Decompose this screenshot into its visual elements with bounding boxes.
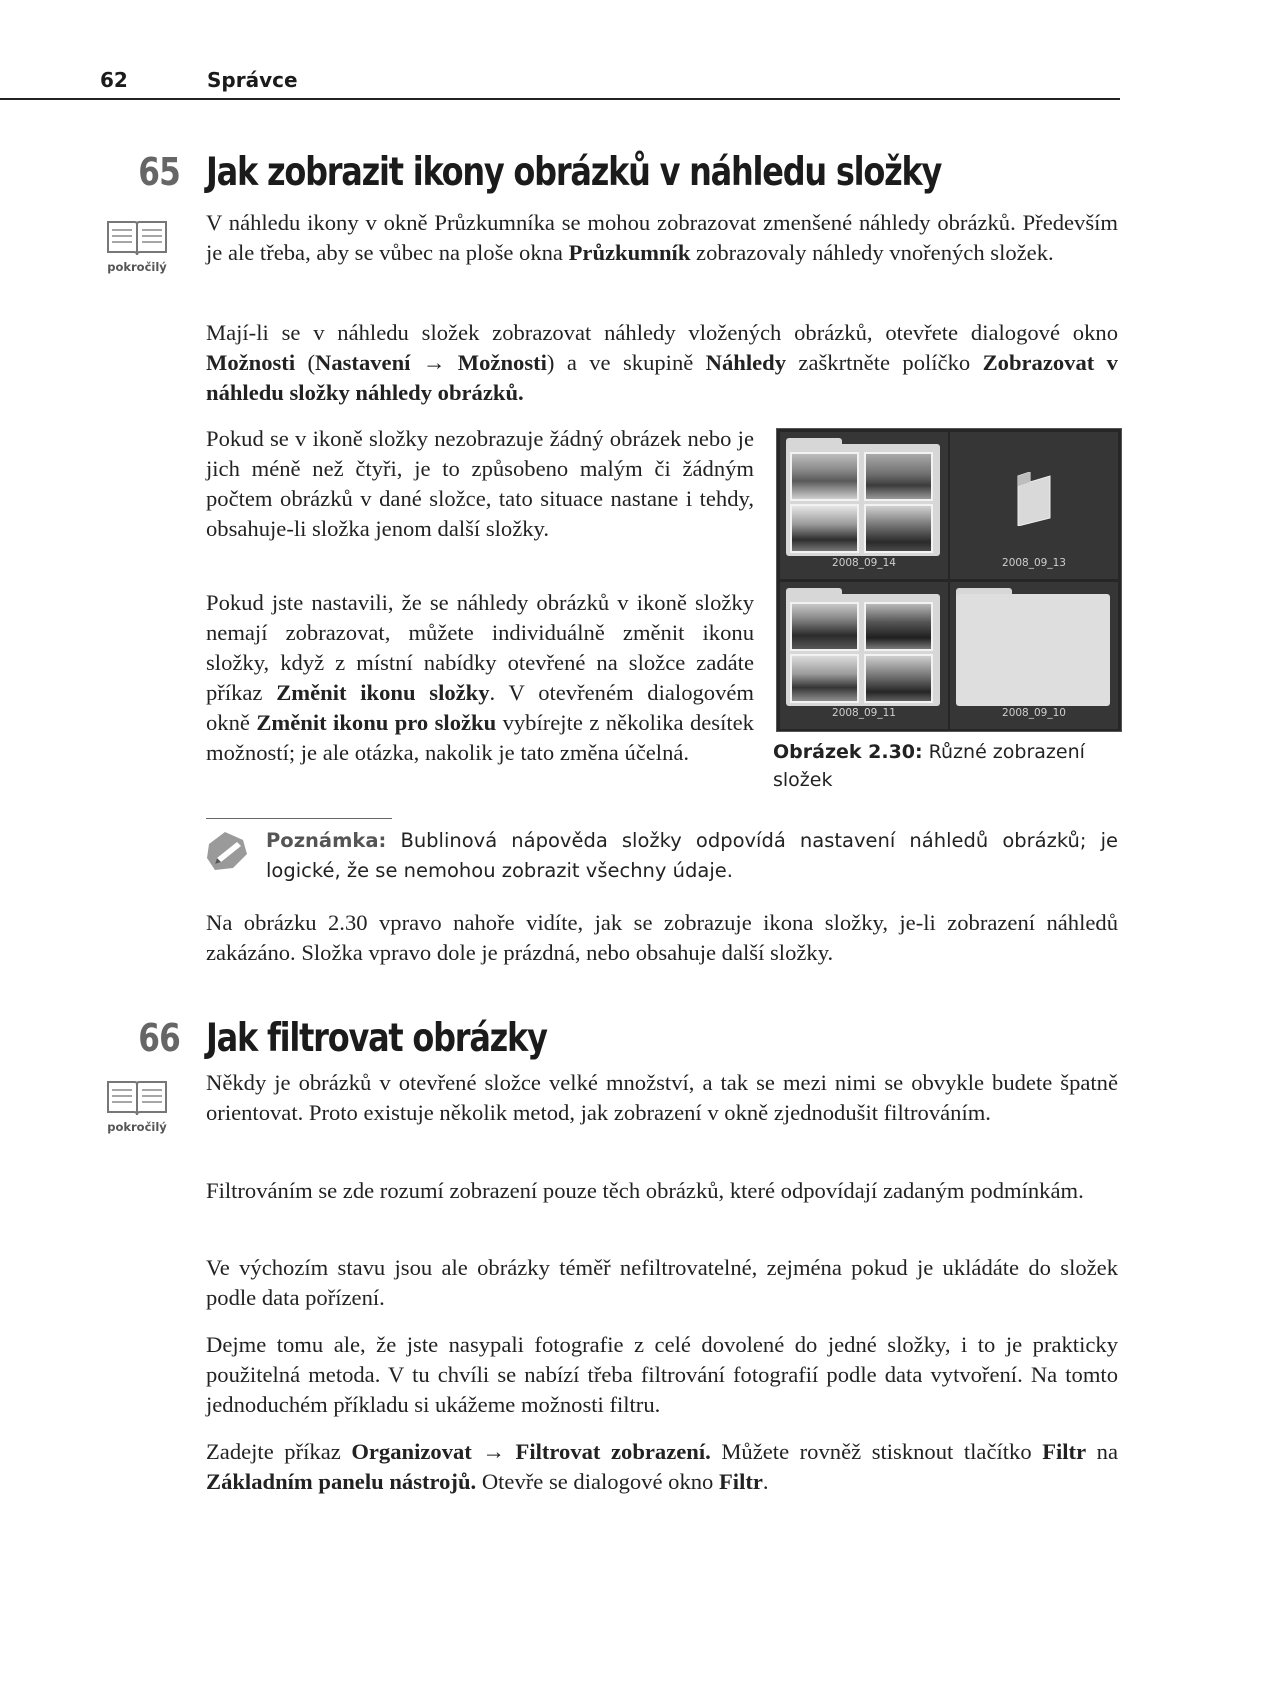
note: Poznámka: Bublinová nápověda složky odpovídá nastavení náhledů obrázků; je logické, že se nemohou zobrazit všechny údaje. bbox=[266, 829, 1118, 882]
book-icon bbox=[105, 1078, 169, 1118]
figure-caption: Obrázek 2.30: Různé zobrazení složek bbox=[773, 741, 1085, 791]
chapter-title: Správce bbox=[207, 68, 298, 92]
difficulty-badge bbox=[104, 218, 170, 274]
difficulty-label: pokročilý bbox=[107, 260, 167, 274]
difficulty-badge bbox=[104, 1078, 170, 1134]
paragraph: Ve výchozím stavu jsou ale obrázky téměř nefiltrovatelné, zejména pokud je ukládáte do složek podle data pořízení. bbox=[206, 1255, 1118, 1310]
folder-tile bbox=[950, 432, 1118, 579]
folder-tile bbox=[780, 582, 948, 729]
note-pencil-icon bbox=[203, 828, 253, 876]
folder-tile bbox=[780, 432, 948, 579]
note-divider bbox=[206, 818, 392, 819]
photo-thumbnail bbox=[864, 504, 933, 553]
book-icon bbox=[105, 218, 169, 258]
paragraph: Pokud jste nastavili, že se náhledy obrázků v ikoně složky nemají zobrazovat, můžete individuálně změnit ikonu složky, když z místní nabídky otevřené na složce zadáte příkaz Změnit ikonu složky. V otevřeném dialogovém okně Změnit ikonu pro složku vybírejte z několika desítek možností; je ale otázka, nakolik je tato změna účelná. bbox=[206, 590, 754, 765]
paragraph: Někdy je obrázků v otevřené složce velké množství, a tak se mezi nimi se obvykle budete špatně orientovat. Proto existuje několik metod, jak zobrazení v okně zjednodušit filtrováním. bbox=[206, 1070, 1118, 1125]
photo-thumbnail bbox=[790, 654, 859, 703]
paragraph: Na obrázku 2.30 vpravo nahoře vidíte, jak se zobrazuje ikona složky, je-li zobrazení náhledů zakázáno. Složka vpravo dole je prázdná, nebo obsahuje další složky. bbox=[206, 910, 1118, 965]
paragraph: Zadejte příkaz Organizovat → Filtrovat zobrazení. Můžete rovněž stisknout tlačítko Filtr na Základním panelu nástrojů. Otevře se dialogové okno Filtr. bbox=[206, 1439, 1118, 1494]
photo-thumbnail bbox=[864, 452, 933, 501]
photo-thumbnail bbox=[864, 654, 933, 703]
photo-thumbnail bbox=[790, 504, 859, 553]
folder-tile bbox=[950, 582, 1118, 729]
photo-thumbnail bbox=[790, 452, 859, 501]
page-number: 62 bbox=[100, 68, 128, 92]
paragraph: Pokud se v ikoně složky nezobrazuje žádný obrázek nebo je jich méně než čtyři, je to způsobeno malým či žádným počtem obrázků v dané složce, tato situace nastane i tehdy, obsahuje-li složka jenom další složky. bbox=[206, 426, 754, 541]
folder-icon bbox=[956, 594, 1110, 706]
section-number: 65 bbox=[138, 150, 180, 194]
folder-icon bbox=[1012, 472, 1056, 526]
paragraph: Mají-li se v náhledu složek zobrazovat náhledy vložených obrázků, otevřete dialogové okno Možnosti (Nastavení → Možnosti) a ve skupině Náhledy zaškrtněte políčko Zobrazovat v náhledu složky náhledy obrázků. bbox=[206, 320, 1118, 405]
section-title: Jak zobrazit ikony obrázků v náhledu složky bbox=[206, 150, 942, 195]
photo-thumbnail bbox=[790, 602, 859, 651]
folder-name: 2008_09_11 bbox=[832, 707, 896, 719]
difficulty-label: pokročilý bbox=[107, 1120, 167, 1134]
folder-thumbnails-figure bbox=[776, 428, 1122, 732]
section-number: 66 bbox=[138, 1016, 180, 1060]
section-title: Jak filtrovat obrázky bbox=[206, 1016, 547, 1061]
folder-name: 2008_09_14 bbox=[832, 557, 896, 569]
paragraph: Dejme tomu ale, že jste nasypali fotografie z celé dovolené do jedné složky, i to je prakticky použitelná metoda. V tu chvíli se nabízí třeba filtrování fotografií podle data vytvoření. Na tomto jednoduchém příkladu si ukážeme možnosti filtru. bbox=[206, 1332, 1118, 1417]
photo-thumbnail bbox=[864, 602, 933, 651]
paragraph: V náhledu ikony v okně Průzkumníka se mohou zobrazovat zmenšené náhledy obrázků. Především je ale třeba, aby se vůbec na ploše okna Průzkumník zobrazovaly náhledy vnořených složek. bbox=[206, 210, 1118, 265]
folder-name: 2008_09_13 bbox=[1002, 557, 1066, 569]
folder-name: 2008_09_10 bbox=[1002, 707, 1066, 719]
running-header bbox=[0, 66, 1120, 100]
paragraph: Filtrováním se zde rozumí zobrazení pouze těch obrázků, které odpovídají zadaným podmínkám. bbox=[206, 1178, 1084, 1203]
